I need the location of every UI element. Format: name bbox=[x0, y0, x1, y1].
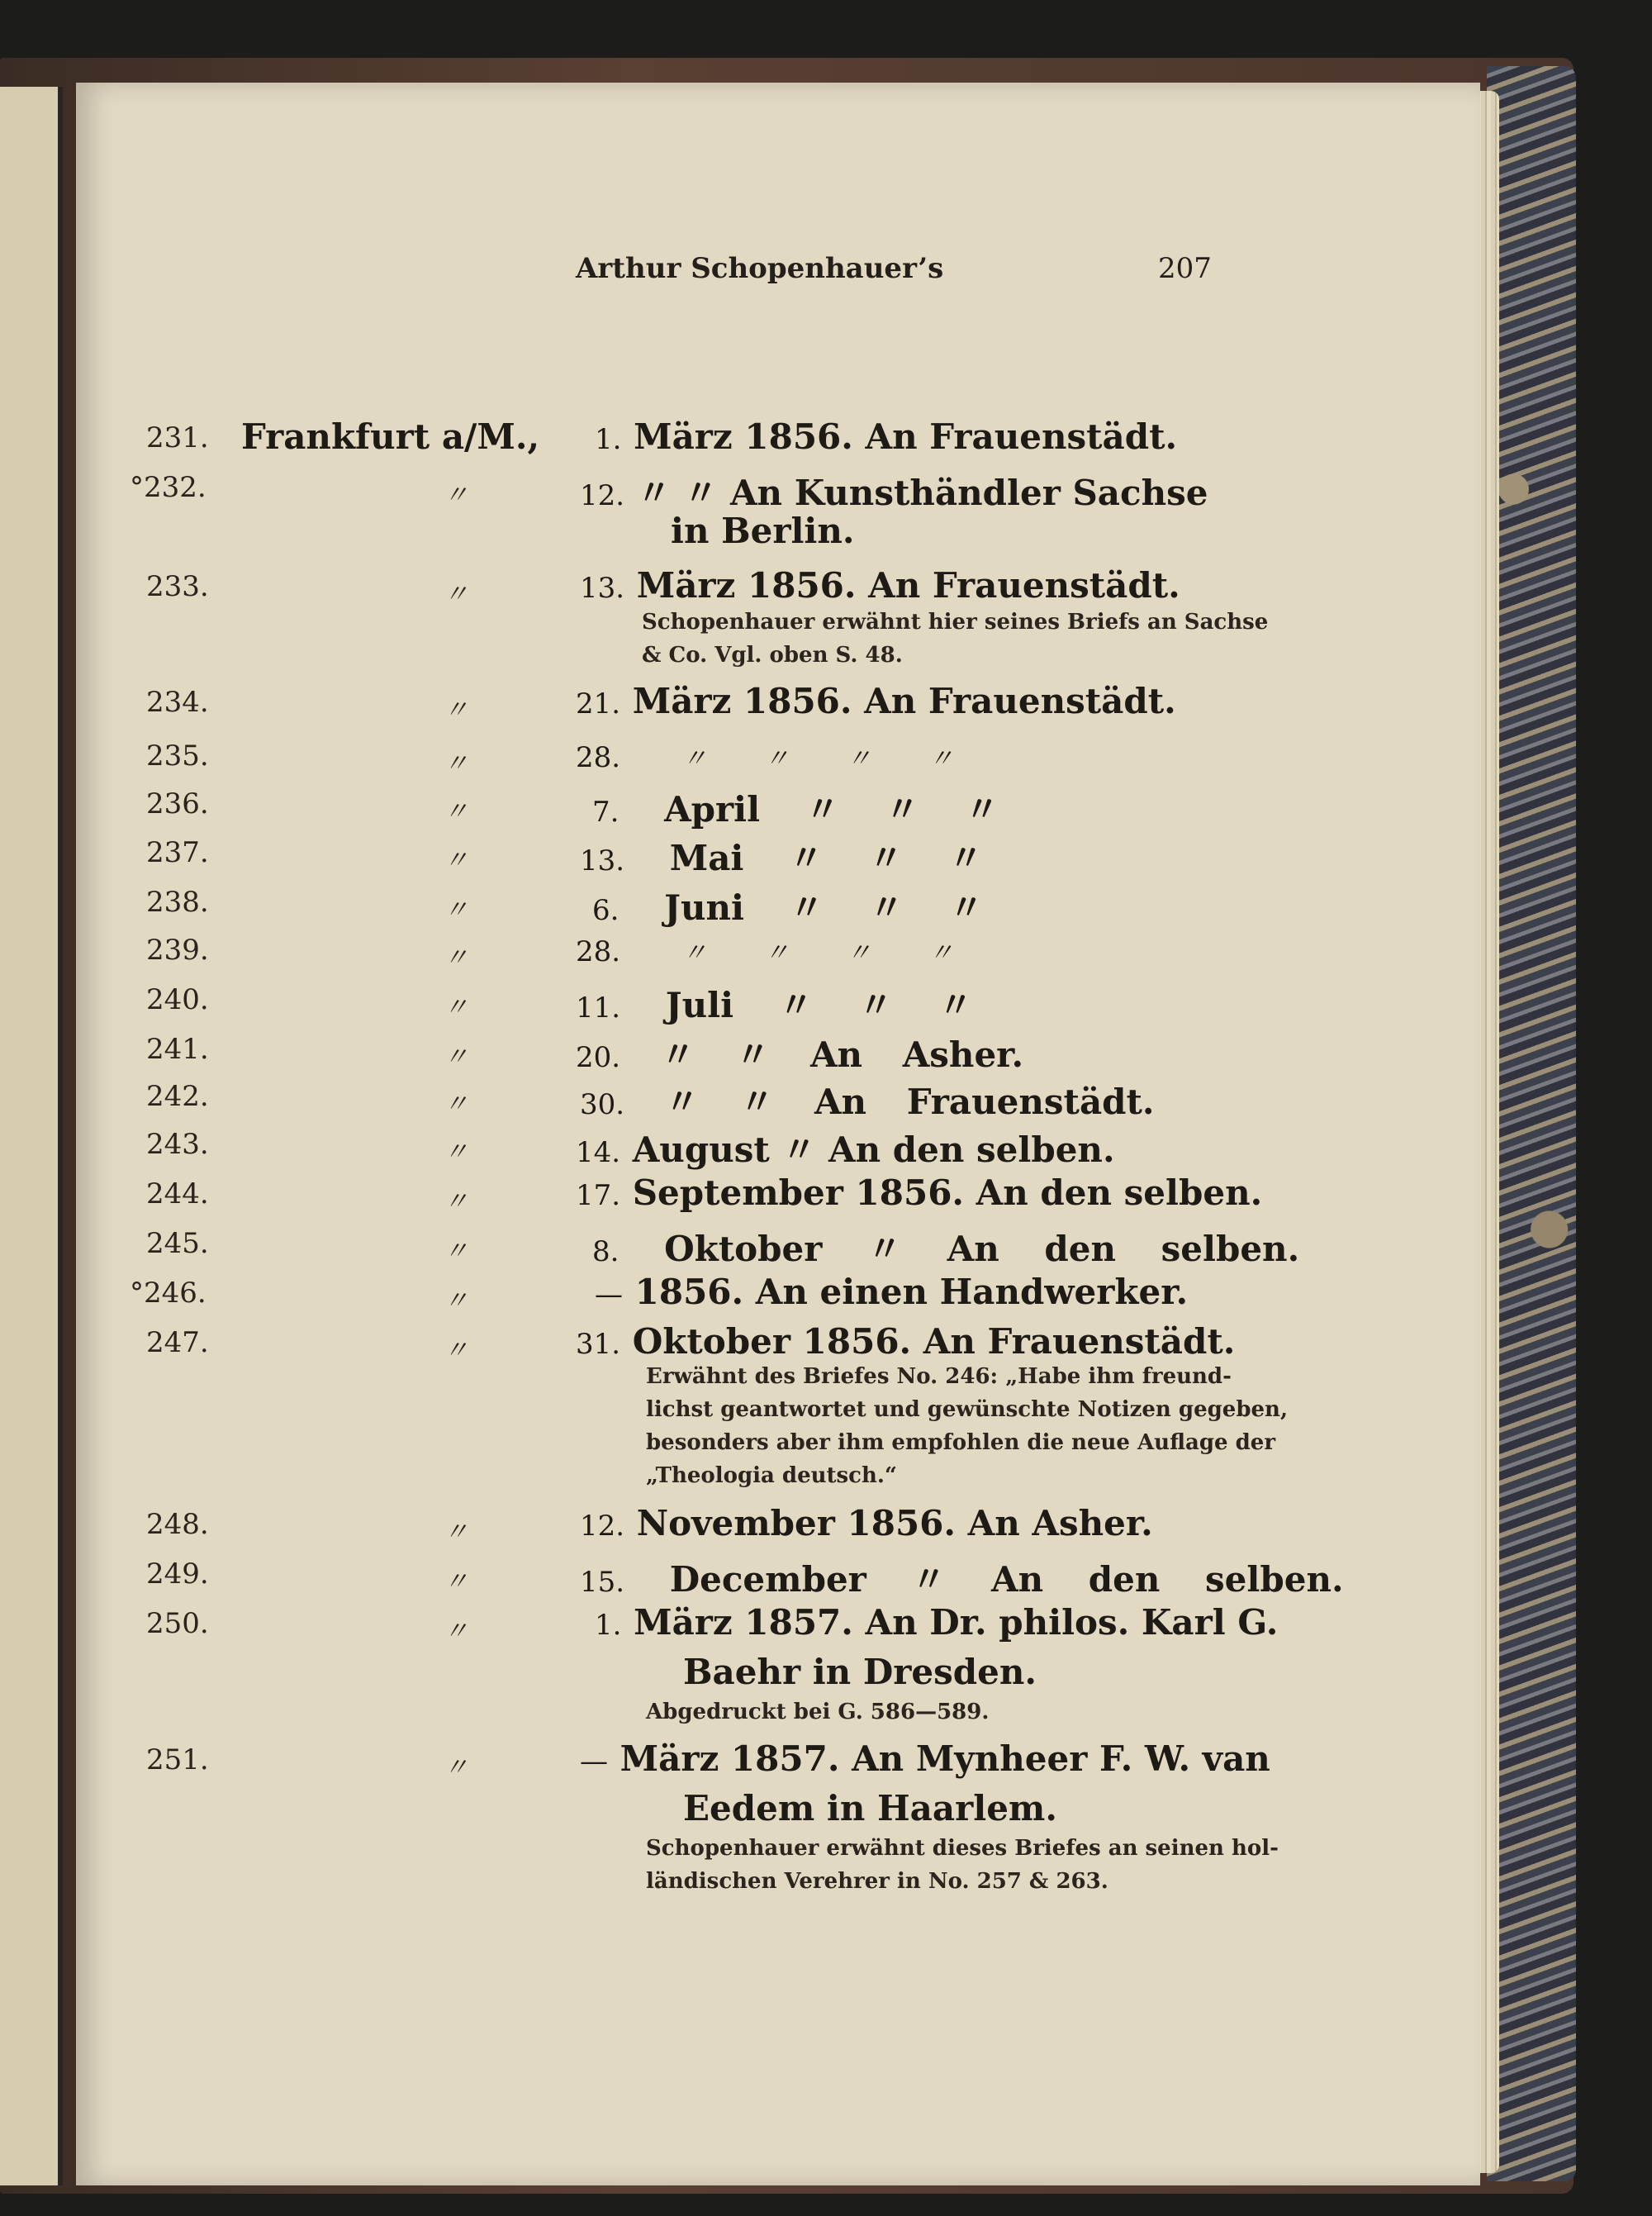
page-number: 207 bbox=[1158, 252, 1212, 285]
entry-text: Juli 〃 〃 〃 bbox=[665, 985, 973, 1025]
entry-continuation: in Berlin. bbox=[671, 511, 855, 551]
entry-note-line: ländischen Verehrer in No. 257 & 263. bbox=[646, 1869, 1108, 1894]
entry-day: 17. bbox=[576, 1179, 621, 1212]
entry-text: April 〃 〃 〃 bbox=[664, 789, 999, 830]
entry-number: °246. bbox=[130, 1277, 206, 1310]
entry-text: Juni 〃 〃 〃 bbox=[664, 887, 984, 928]
entry-place-ditto: 〃 bbox=[444, 1090, 468, 1119]
entry-day: 13. bbox=[580, 844, 625, 877]
entry-day: 11. bbox=[576, 991, 621, 1025]
entry-place-ditto: 〃 bbox=[444, 1237, 468, 1266]
entry-day: 6. bbox=[592, 894, 620, 927]
entry-text: November 1856. An Asher. bbox=[636, 1503, 1153, 1543]
entry-day: 8. bbox=[592, 1235, 620, 1268]
entry-day: — bbox=[595, 1278, 623, 1311]
entry-place-ditto: 〃 bbox=[444, 481, 468, 510]
entry-day: 12. bbox=[580, 479, 625, 512]
entry-text: März 1857. An Mynheer F. W. van bbox=[620, 1738, 1270, 1779]
marbled-cover-edge bbox=[1487, 66, 1576, 2181]
entry-number: 247. bbox=[146, 1326, 209, 1359]
entry-text: December 〃 An den selben. bbox=[669, 1559, 1344, 1600]
entry-place-ditto: 〃 bbox=[444, 1753, 468, 1782]
entry-number: °232. bbox=[130, 471, 206, 504]
entry-text: August 〃 An den selben. bbox=[632, 1129, 1115, 1170]
entry-continuation: Baehr in Dresden. bbox=[683, 1652, 1037, 1692]
entry-text: 〃 〃 〃 〃 bbox=[681, 744, 954, 773]
entry-number: 241. bbox=[146, 1033, 209, 1066]
entry-place-ditto: 〃 bbox=[444, 696, 468, 725]
book-page bbox=[76, 83, 1480, 2185]
entry-day: 14. bbox=[576, 1136, 621, 1169]
entry-text: Oktober 〃 An den selben. bbox=[664, 1229, 1300, 1269]
entry-note-line: & Co. Vgl. oben S. 48. bbox=[642, 643, 903, 668]
entry-note-line: Erwähnt des Briefes No. 246: „Habe ihm freund- bbox=[646, 1364, 1232, 1389]
entry-text: Oktober 1856. An Frauenstädt. bbox=[632, 1321, 1236, 1362]
entry-number: 234. bbox=[146, 686, 209, 719]
entry-place-ditto: 〃 bbox=[444, 580, 468, 609]
running-title: Arthur Schopenhauer’s bbox=[576, 252, 944, 285]
entry-number: 236. bbox=[146, 787, 209, 820]
entry-number: 250. bbox=[146, 1607, 209, 1640]
entry-day: 20. bbox=[576, 1041, 621, 1074]
entry-text: März 1856. An Frauenstädt. bbox=[632, 681, 1176, 721]
entry-place-ditto: 〃 bbox=[444, 1518, 468, 1547]
entry-number: 248. bbox=[146, 1508, 209, 1541]
left-page-edge bbox=[0, 87, 63, 2185]
entry-place-ditto: 〃 bbox=[444, 749, 468, 778]
entry-day: 15. bbox=[580, 1566, 625, 1599]
entry-text: März 1857. An Dr. philos. Karl G. bbox=[634, 1602, 1279, 1643]
entry-day: 13. bbox=[580, 572, 625, 605]
entry-number: 251. bbox=[146, 1743, 209, 1776]
entry-day: 31. bbox=[576, 1328, 621, 1361]
entry-text: 〃 〃 〃 〃 bbox=[681, 939, 954, 968]
entry-day: 12. bbox=[580, 1510, 625, 1543]
entry-place-ditto: 〃 bbox=[444, 797, 468, 826]
entry-day: 30. bbox=[580, 1088, 625, 1121]
entry-text: März 1856. An Frauenstädt. bbox=[634, 416, 1178, 457]
entry-number: 245. bbox=[146, 1227, 209, 1260]
entry-number: 242. bbox=[146, 1080, 209, 1113]
entry-day: 1. bbox=[595, 1609, 622, 1642]
entry-number: 231. bbox=[146, 421, 209, 454]
entry-day: — bbox=[580, 1745, 608, 1778]
entry-place-ditto: 〃 bbox=[444, 993, 468, 1022]
entry-note-line: Abgedruckt bei G. 586—589. bbox=[646, 1700, 990, 1724]
entry-text: September 1856. An den selben. bbox=[632, 1172, 1263, 1213]
entry-number: 233. bbox=[146, 570, 209, 603]
entry-note-line: „Theologia deutsch.“ bbox=[646, 1463, 897, 1488]
entry-place-ditto: 〃 bbox=[444, 1187, 468, 1216]
entry-place-ditto: 〃 bbox=[444, 1138, 468, 1167]
entry-day: 1. bbox=[595, 423, 622, 456]
entry-note-line: lichst geantwortet und gewünschte Notizen gegeben, bbox=[646, 1397, 1289, 1422]
entry-place-ditto: 〃 bbox=[444, 846, 468, 875]
entry-text: 1856. An einen Handwerker. bbox=[634, 1272, 1189, 1312]
entry-continuation: Eedem in Haarlem. bbox=[683, 1788, 1057, 1828]
entry-text: 〃 〃 An Frauenstädt. bbox=[664, 1082, 1155, 1122]
entry-place-ditto: 〃 bbox=[444, 1617, 468, 1646]
entry-number: 244. bbox=[146, 1177, 209, 1210]
entry-place-ditto: 〃 bbox=[444, 944, 468, 972]
entry-text: März 1856. An Frauenstädt. bbox=[636, 565, 1180, 606]
entry-day: 7. bbox=[592, 796, 620, 829]
entry-number: 239. bbox=[146, 934, 209, 967]
entry-text: 〃 〃 An Kunsthändler Sachse bbox=[636, 473, 1208, 513]
entry-number: 235. bbox=[146, 739, 209, 773]
entry-note-line: Schopenhauer erwähnt dieses Briefes an seinen hol- bbox=[646, 1836, 1279, 1861]
entry-place: Frankfurt a/M., bbox=[241, 416, 540, 457]
entry-number: 238. bbox=[146, 886, 209, 919]
entry-day: 21. bbox=[576, 687, 621, 720]
entry-place-ditto: 〃 bbox=[444, 896, 468, 925]
entry-day: 28. bbox=[576, 935, 621, 968]
entry-place-ditto: 〃 bbox=[444, 1567, 468, 1596]
entry-number: 249. bbox=[146, 1557, 209, 1591]
entry-place-ditto: 〃 bbox=[444, 1286, 468, 1315]
entry-day: 28. bbox=[576, 741, 621, 774]
entry-place-ditto: 〃 bbox=[444, 1336, 468, 1365]
entry-note-line: besonders aber ihm empfohlen die neue Auflage der bbox=[646, 1430, 1276, 1455]
entry-number: 243. bbox=[146, 1128, 209, 1161]
entry-number: 237. bbox=[146, 836, 209, 869]
entry-text: 〃 〃 An Asher. bbox=[660, 1034, 1024, 1075]
entry-place-ditto: 〃 bbox=[444, 1043, 468, 1072]
entry-number: 240. bbox=[146, 983, 209, 1016]
entry-note-line: Schopenhauer erwähnt hier seines Briefs an Sachse bbox=[642, 610, 1269, 635]
entry-text: Mai 〃 〃 〃 bbox=[669, 838, 984, 878]
